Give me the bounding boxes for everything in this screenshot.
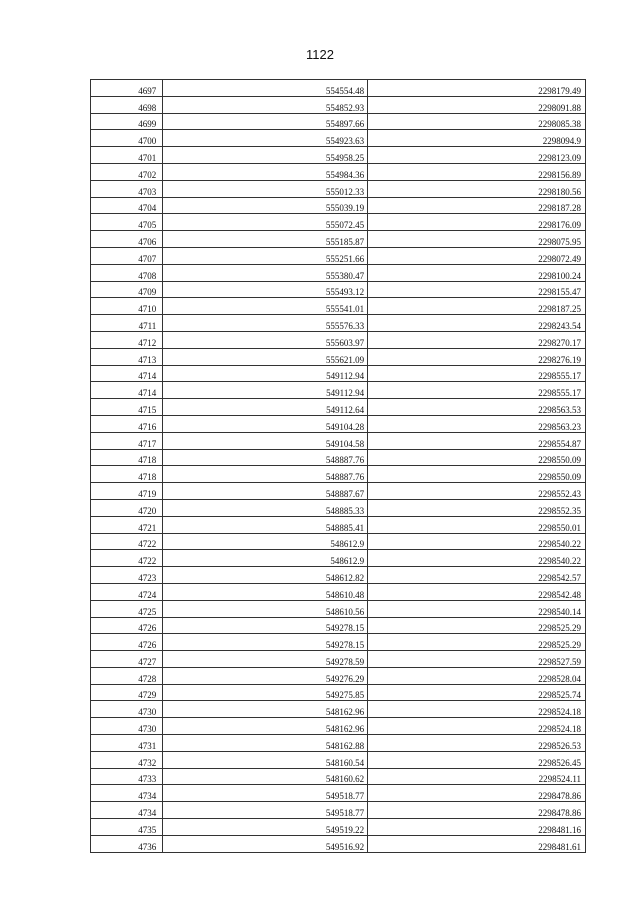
point-number-cell: 4734 [91,785,163,802]
y-coordinate-cell: 2298085.38 [368,113,586,130]
x-coordinate-cell: 549519.22 [163,819,368,836]
y-coordinate-cell: 2298478.86 [368,785,586,802]
y-coordinate-cell: 2298270.17 [368,331,586,348]
y-coordinate-cell: 2298187.25 [368,298,586,315]
table-row [91,214,586,231]
point-number-cell: 4723 [91,567,163,584]
point-number-cell: 4727 [91,651,163,668]
x-coordinate-cell: 549112.94 [163,382,368,399]
x-coordinate-cell: 554554.48 [163,80,368,97]
y-coordinate-cell: 2298526.45 [368,751,586,768]
x-coordinate-cell: 549518.77 [163,785,368,802]
y-coordinate-cell: 2298276.19 [368,348,586,365]
point-number-cell: 4709 [91,281,163,298]
x-coordinate-cell: 548160.54 [163,751,368,768]
y-coordinate-cell: 2298550.09 [368,466,586,483]
y-coordinate-cell: 2298525.29 [368,617,586,634]
point-number-cell: 4717 [91,432,163,449]
point-number-cell: 4728 [91,667,163,684]
x-coordinate-cell: 549276.29 [163,667,368,684]
point-number-cell: 4714 [91,382,163,399]
point-number-cell: 4718 [91,449,163,466]
x-coordinate-cell: 549104.58 [163,432,368,449]
y-coordinate-cell: 2298176.09 [368,214,586,231]
y-coordinate-cell: 2298478.86 [368,802,586,819]
x-coordinate-cell: 554958.25 [163,147,368,164]
point-number-cell: 4708 [91,264,163,281]
y-coordinate-cell: 2298552.35 [368,499,586,516]
y-coordinate-cell: 2298524.18 [368,718,586,735]
page-number: 1122 [306,47,334,62]
y-coordinate-cell: 2298075.95 [368,231,586,248]
x-coordinate-cell: 548612.9 [163,533,368,550]
point-number-cell: 4720 [91,499,163,516]
point-number-cell: 4716 [91,415,163,432]
y-coordinate-cell: 2298527.59 [368,651,586,668]
table-row [91,550,586,567]
y-coordinate-cell: 2298555.17 [368,382,586,399]
x-coordinate-cell: 555039.19 [163,197,368,214]
table-row [91,163,586,180]
x-coordinate-cell: 549278.15 [163,634,368,651]
y-coordinate-cell: 2298526.53 [368,735,586,752]
y-coordinate-cell: 2298100.24 [368,264,586,281]
point-number-cell: 4710 [91,298,163,315]
point-number-cell: 4730 [91,701,163,718]
point-number-cell: 4721 [91,516,163,533]
y-coordinate-cell: 2298156.89 [368,163,586,180]
table-row [91,499,586,516]
point-number-cell: 4733 [91,768,163,785]
x-coordinate-cell: 554984.36 [163,163,368,180]
y-coordinate-cell: 2298072.49 [368,247,586,264]
point-number-cell: 4726 [91,617,163,634]
y-coordinate-cell: 2298555.17 [368,365,586,382]
table-row [91,147,586,164]
table-row [91,365,586,382]
point-number-cell: 4705 [91,214,163,231]
table-row [91,785,586,802]
table-row [91,735,586,752]
table-row [91,533,586,550]
x-coordinate-cell: 555603.97 [163,331,368,348]
table-row [91,180,586,197]
x-coordinate-cell: 555012.33 [163,180,368,197]
y-coordinate-cell: 2298481.61 [368,835,586,852]
point-number-cell: 4734 [91,802,163,819]
point-number-cell: 4713 [91,348,163,365]
x-coordinate-cell: 555621.09 [163,348,368,365]
x-coordinate-cell: 548612.9 [163,550,368,567]
point-number-cell: 4732 [91,751,163,768]
table-row [91,449,586,466]
table-row [91,802,586,819]
y-coordinate-cell: 2298540.14 [368,600,586,617]
point-number-cell: 4712 [91,331,163,348]
y-coordinate-cell: 2298524.11 [368,768,586,785]
y-coordinate-cell: 2298243.54 [368,315,586,332]
table-row [91,701,586,718]
y-coordinate-cell: 2298525.29 [368,634,586,651]
y-coordinate-cell: 2298524.18 [368,701,586,718]
x-coordinate-cell: 555541.01 [163,298,368,315]
y-coordinate-cell: 2298542.48 [368,583,586,600]
y-coordinate-cell: 2298094.9 [368,130,586,147]
x-coordinate-cell: 549518.77 [163,802,368,819]
coordinates-table-body [91,80,586,853]
y-coordinate-cell: 2298525.74 [368,684,586,701]
x-coordinate-cell: 554923.63 [163,130,368,147]
point-number-cell: 4706 [91,231,163,248]
point-number-cell: 4731 [91,735,163,752]
table-row [91,96,586,113]
table-row [91,348,586,365]
x-coordinate-cell: 548610.48 [163,583,368,600]
x-coordinate-cell: 548610.56 [163,600,368,617]
x-coordinate-cell: 555251.66 [163,247,368,264]
x-coordinate-cell: 549112.94 [163,365,368,382]
y-coordinate-cell: 2298550.01 [368,516,586,533]
table-row [91,399,586,416]
table-row [91,466,586,483]
table-row [91,667,586,684]
x-coordinate-cell: 548612.82 [163,567,368,584]
table-row [91,600,586,617]
point-number-cell: 4719 [91,483,163,500]
table-row [91,617,586,634]
point-number-cell: 4697 [91,80,163,97]
y-coordinate-cell: 2298540.22 [368,550,586,567]
point-number-cell: 4704 [91,197,163,214]
table-row [91,651,586,668]
table-row [91,583,586,600]
point-number-cell: 4715 [91,399,163,416]
point-number-cell: 4700 [91,130,163,147]
table-row [91,835,586,852]
x-coordinate-cell: 555380.47 [163,264,368,281]
table-row [91,415,586,432]
x-coordinate-cell: 555072.45 [163,214,368,231]
y-coordinate-cell: 2298091.88 [368,96,586,113]
point-number-cell: 4698 [91,96,163,113]
table-row [91,298,586,315]
y-coordinate-cell: 2298481.16 [368,819,586,836]
point-number-cell: 4725 [91,600,163,617]
table-row [91,264,586,281]
point-number-cell: 4714 [91,365,163,382]
x-coordinate-cell: 548887.67 [163,483,368,500]
point-number-cell: 4718 [91,466,163,483]
point-number-cell: 4736 [91,835,163,852]
table-row [91,684,586,701]
point-number-cell: 4735 [91,819,163,836]
x-coordinate-cell: 548162.88 [163,735,368,752]
table-row [91,751,586,768]
y-coordinate-cell: 2298528.04 [368,667,586,684]
table-row [91,819,586,836]
table-row [91,247,586,264]
point-number-cell: 4724 [91,583,163,600]
table-row [91,315,586,332]
x-coordinate-cell: 555493.12 [163,281,368,298]
table-row [91,197,586,214]
x-coordinate-cell: 549104.28 [163,415,368,432]
point-number-cell: 4699 [91,113,163,130]
table-row [91,432,586,449]
y-coordinate-cell: 2298554.87 [368,432,586,449]
x-coordinate-cell: 549516.92 [163,835,368,852]
point-number-cell: 4722 [91,550,163,567]
y-coordinate-cell: 2298542.57 [368,567,586,584]
table-row [91,768,586,785]
y-coordinate-cell: 2298540.22 [368,533,586,550]
table-row [91,331,586,348]
table-row [91,516,586,533]
x-coordinate-cell: 549278.59 [163,651,368,668]
point-number-cell: 4711 [91,315,163,332]
x-coordinate-cell: 554852.93 [163,96,368,113]
x-coordinate-cell: 549278.15 [163,617,368,634]
x-coordinate-cell: 554897.66 [163,113,368,130]
x-coordinate-cell: 549275.85 [163,684,368,701]
point-number-cell: 4707 [91,247,163,264]
point-number-cell: 4729 [91,684,163,701]
y-coordinate-cell: 2298563.23 [368,415,586,432]
table-row [91,281,586,298]
x-coordinate-cell: 549112.64 [163,399,368,416]
point-number-cell: 4722 [91,533,163,550]
x-coordinate-cell: 548162.96 [163,701,368,718]
y-coordinate-cell: 2298552.43 [368,483,586,500]
point-number-cell: 4702 [91,163,163,180]
x-coordinate-cell: 548162.96 [163,718,368,735]
x-coordinate-cell: 548885.33 [163,499,368,516]
table-row [91,567,586,584]
y-coordinate-cell: 2298180.56 [368,180,586,197]
x-coordinate-cell: 555185.87 [163,231,368,248]
y-coordinate-cell: 2298123.09 [368,147,586,164]
y-coordinate-cell: 2298563.53 [368,399,586,416]
point-number-cell: 4726 [91,634,163,651]
coordinates-table [90,79,586,853]
table-row [91,382,586,399]
table-row [91,113,586,130]
x-coordinate-cell: 548885.41 [163,516,368,533]
table-row [91,231,586,248]
x-coordinate-cell: 548887.76 [163,466,368,483]
y-coordinate-cell: 2298179.49 [368,80,586,97]
table-row [91,483,586,500]
y-coordinate-cell: 2298155.47 [368,281,586,298]
point-number-cell: 4730 [91,718,163,735]
table-row [91,80,586,97]
table-row [91,130,586,147]
x-coordinate-cell: 548160.62 [163,768,368,785]
point-number-cell: 4703 [91,180,163,197]
table-row [91,718,586,735]
y-coordinate-cell: 2298187.28 [368,197,586,214]
y-coordinate-cell: 2298550.09 [368,449,586,466]
x-coordinate-cell: 555576.33 [163,315,368,332]
x-coordinate-cell: 548887.76 [163,449,368,466]
table-row [91,634,586,651]
point-number-cell: 4701 [91,147,163,164]
